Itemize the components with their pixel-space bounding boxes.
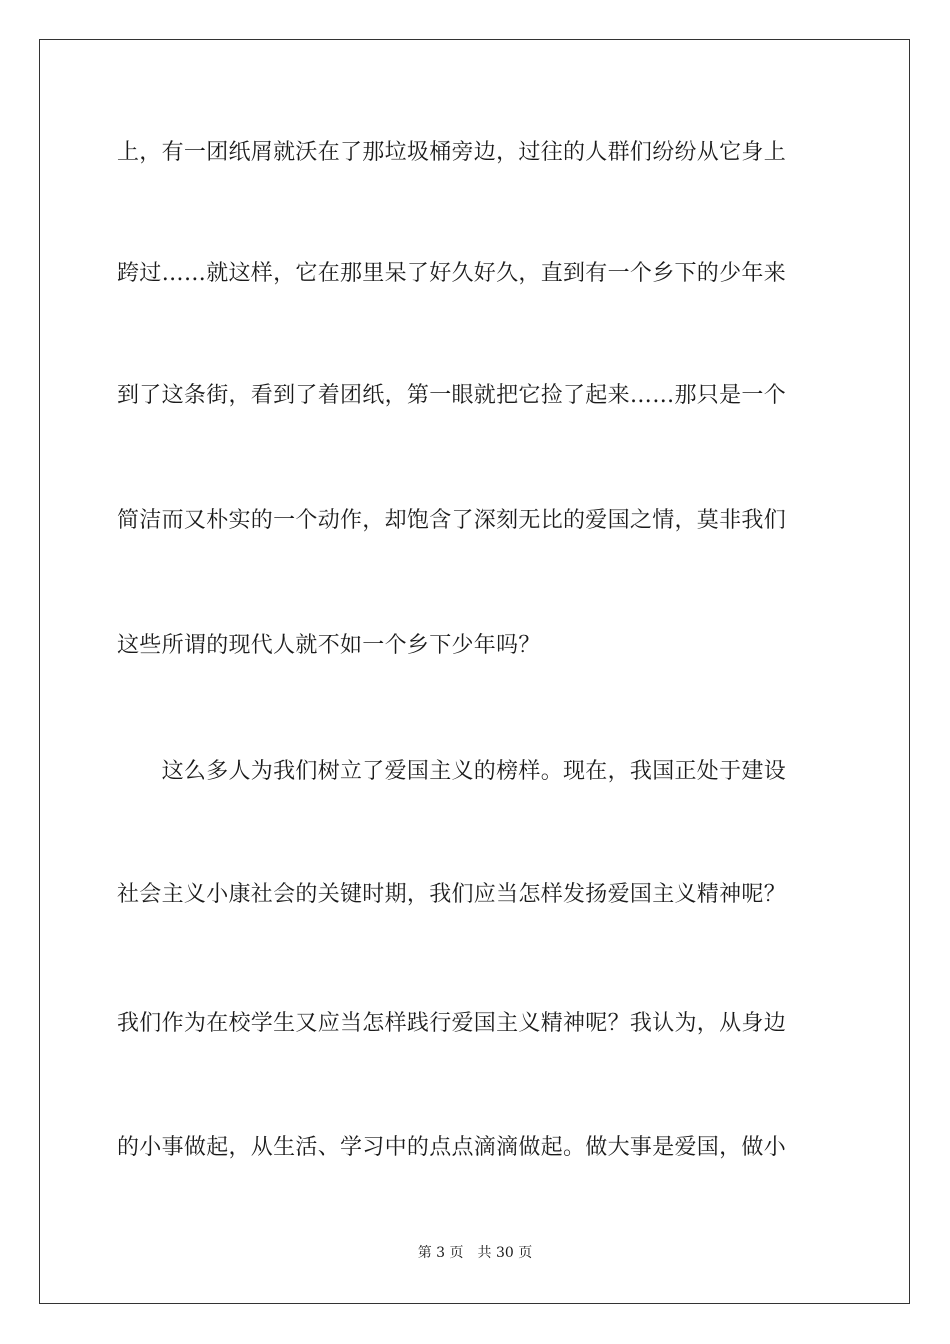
text-line-7: 社会主义小康社会的关键时期，我们应当怎样发扬爱国主义精神呢？ xyxy=(117,882,787,907)
page-footer xyxy=(0,1244,950,1262)
page-number: 第 3 页 xyxy=(417,1245,464,1261)
page-border xyxy=(39,39,910,1304)
text-line-2: 跨过……就这样，它在那里呆了好久好久，直到有一个乡下的少年来 xyxy=(117,261,787,286)
text-line-4: 简洁而又朴实的一个动作，却饱含了深刻无比的爱国之情，莫非我们 xyxy=(117,508,787,533)
page-total: 共 30 页 xyxy=(477,1245,533,1261)
text-line-5: 这些所谓的现代人就不如一个乡下少年吗？ xyxy=(117,633,541,658)
text-line-1: 上，有一团纸屑就沃在了那垃圾桶旁边，过往的人群们纷纷从它身上 xyxy=(117,140,787,165)
text-line-3: 到了这条街，看到了着团纸，第一眼就把它捡了起来……那只是一个 xyxy=(117,383,787,408)
text-line-6: 这么多人为我们树立了爱国主义的榜样。现在，我国正处于建设 xyxy=(117,759,787,784)
text-line-8: 我们作为在校学生又应当怎样践行爱国主义精神呢？我认为，从身边 xyxy=(117,1011,787,1036)
text-line-9: 的小事做起，从生活、学习中的点点滴滴做起。做大事是爱国，做小 xyxy=(117,1135,787,1160)
